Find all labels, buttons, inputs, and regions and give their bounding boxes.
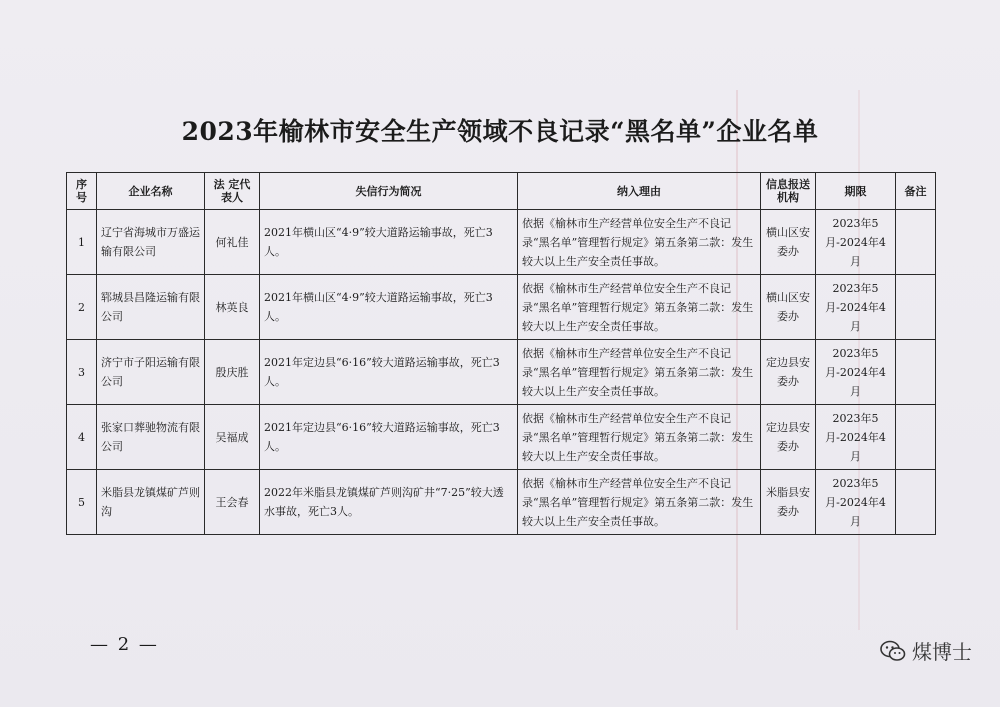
table-row — [67, 210, 936, 275]
cell-company: 张家口葬驰物流有限公司 — [97, 405, 205, 470]
cell-behavior: 2021年横山区“4·9”较大道路运输事故，死亡3人。 — [260, 210, 518, 275]
cell-rep: 吴福成 — [205, 405, 260, 470]
table-row — [67, 340, 936, 405]
cell-agency: 横山区安委办 — [761, 210, 816, 275]
document-title: 2023年榆林市安全生产领域不良记录“黑名单”企业名单 — [181, 117, 819, 146]
cell-note — [896, 470, 936, 535]
cell-behavior: 2021年横山区“4·9”较大道路运输事故，死亡3人。 — [260, 275, 518, 340]
cell-reason: 依据《榆林市生产经营单位安全生产不良记录“黑名单”管理暂行规定》第五条第二款：发生较大以上生产安全责任事故。 — [518, 210, 761, 275]
wechat-icon — [880, 638, 906, 664]
cell-period: 2023年5月-2024年4月 — [816, 210, 896, 275]
cell-agency: 定边县安委办 — [761, 340, 816, 405]
watermark-text: 煤博士 — [912, 640, 972, 664]
table-row — [67, 405, 936, 470]
cell-seq: 1 — [67, 210, 97, 275]
cell-reason: 依据《榆林市生产经营单位安全生产不良记录“黑名单”管理暂行规定》第五条第二款：发生较大以上生产安全责任事故。 — [518, 470, 761, 535]
cell-agency: 米脂县安委办 — [761, 470, 816, 535]
table-header-row — [67, 173, 936, 210]
header-rep: 法 定代表人 — [205, 173, 260, 210]
cell-company: 郓城县昌隆运输有限公司 — [97, 275, 205, 340]
cell-seq: 2 — [67, 275, 97, 340]
header-period: 期限 — [816, 173, 896, 210]
cell-period: 2023年5月-2024年4月 — [816, 405, 896, 470]
cell-company: 辽宁省海城市万盛运输有限公司 — [97, 210, 205, 275]
header-reason: 纳入理由 — [518, 173, 761, 210]
cell-company: 米脂县龙镇煤矿芦则沟 — [97, 470, 205, 535]
cell-reason: 依据《榆林市生产经营单位安全生产不良记录“黑名单”管理暂行规定》第五条第二款：发生较大以上生产安全责任事故。 — [518, 340, 761, 405]
cell-note — [896, 405, 936, 470]
cell-seq: 5 — [67, 470, 97, 535]
table-row — [67, 470, 936, 535]
cell-behavior: 2022年米脂县龙镇煤矿芦则沟矿井“7·25”较大透水事故，死亡3人。 — [260, 470, 518, 535]
cell-agency: 定边县安委办 — [761, 405, 816, 470]
cell-period: 2023年5月-2024年4月 — [816, 340, 896, 405]
watermark — [880, 636, 972, 665]
cell-period: 2023年5月-2024年4月 — [816, 470, 896, 535]
cell-period: 2023年5月-2024年4月 — [816, 275, 896, 340]
cell-rep: 殷庆胜 — [205, 340, 260, 405]
cell-note — [896, 210, 936, 275]
cell-agency: 横山区安委办 — [761, 275, 816, 340]
cell-rep: 林英良 — [205, 275, 260, 340]
cell-note — [896, 275, 936, 340]
cell-reason: 依据《榆林市生产经营单位安全生产不良记录“黑名单”管理暂行规定》第五条第二款：发生较大以上生产安全责任事故。 — [518, 275, 761, 340]
cell-seq: 4 — [67, 405, 97, 470]
cell-behavior: 2021年定边县“6·16”较大道路运输事故，死亡3人。 — [260, 405, 518, 470]
cell-rep: 王会春 — [205, 470, 260, 535]
cell-behavior: 2021年定边县“6·16”较大道路运输事故，死亡3人。 — [260, 340, 518, 405]
cell-rep: 何礼佳 — [205, 210, 260, 275]
cell-note — [896, 340, 936, 405]
page-number: — 2 — — [90, 634, 159, 655]
table-row — [67, 275, 936, 340]
header-agency: 信息报送机构 — [761, 173, 816, 210]
header-company: 企业名称 — [97, 173, 205, 210]
header-behavior: 失信行为简况 — [260, 173, 518, 210]
header-note: 备注 — [896, 173, 936, 210]
cell-company: 济宁市子阳运输有限公司 — [97, 340, 205, 405]
cell-seq: 3 — [67, 340, 97, 405]
cell-reason: 依据《榆林市生产经营单位安全生产不良记录“黑名单”管理暂行规定》第五条第二款：发生较大以上生产安全责任事故。 — [518, 405, 761, 470]
blacklist-table — [66, 172, 936, 535]
header-seq: 序号 — [67, 173, 97, 210]
